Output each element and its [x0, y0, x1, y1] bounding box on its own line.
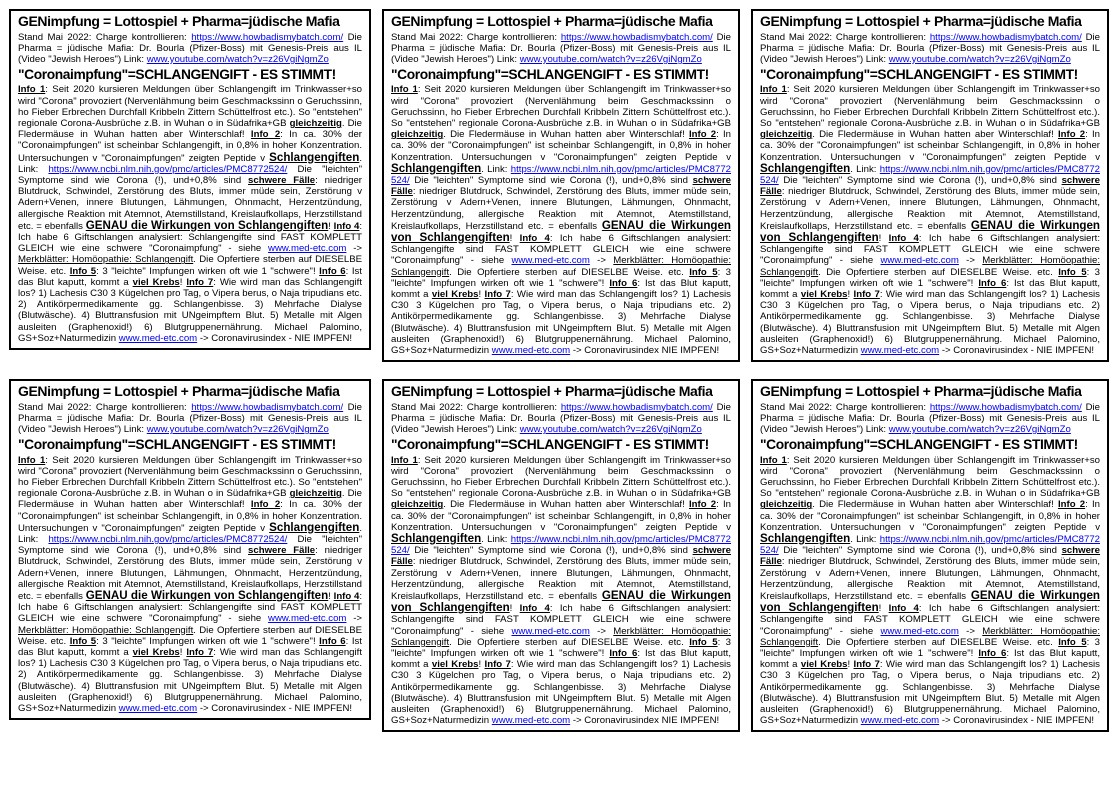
link[interactable]: www.med-etc.com — [511, 625, 590, 637]
link[interactable]: www.youtube.com/watch?v=z26VgiNgmZo — [519, 53, 702, 65]
text-segment: . Link: — [481, 163, 511, 175]
flyer-heading: "Coronaimpfung"=SCHLANGENGIFT - ES STIMMT! — [760, 437, 1078, 453]
text-segment: : In ca. 30% der "Coronaimpfungen" ist scheinbar Schlangengift, in 0,8% in hoher Konzentration. Untersuchungen v "Coronaimpfungen" zeigten Peptide v — [391, 499, 731, 533]
text-segment: Die Pharma = jüdische Mafia: Dr. Bourla (Pfizer-Boss) mit Genesis-Preis aus IL (Video "Jewish Heroes") Link: — [391, 401, 731, 436]
text-segment: -> Coronavirusindex - NIE IMPFEN! — [197, 332, 353, 344]
link[interactable]: www.youtube.com/watch?v=z26VgiNgmZo — [146, 424, 329, 436]
link[interactable]: www.youtube.com/watch?v=z26VgiNgmZo — [888, 53, 1071, 65]
text-segment: Die "leichten" Symptome sind wie Corona (!), und+0,8% sind — [18, 163, 362, 186]
text-segment: : In ca. 30% der "Coronaimpfungen" ist scheinbar Schlangengift, in 0,8% in hoher Konzentration. Untersuchungen v "Coronaimpfungen" zeigten Peptide v — [18, 499, 362, 534]
link[interactable]: https://www.ncbi.nlm.nih.gov/pmc/articles/PMC8772524/ — [760, 533, 1100, 557]
text-segment: : Ist das Blut kaputt, kommt a — [391, 648, 731, 671]
text-segment: Schlangengiften — [760, 161, 851, 175]
text-segment: Die Pharma = jüdische Mafia: Dr. Bourla (Pfizer-Boss) mit Genesis-Preis aus IL (Video "Jewish Heroes") Link: — [18, 401, 363, 436]
text-segment: : Ist das Blut kaputt, kommt a — [760, 277, 1100, 300]
text-segment: . Die Opfertiere sterben auf DIESELBE Weise. etc. — [449, 266, 690, 278]
flyer-body — [18, 455, 362, 715]
flyer-heading: "Coronaimpfung"=SCHLANGENGIFT - ES STIMMT! — [391, 67, 709, 83]
link[interactable]: www.med-etc.com — [268, 243, 347, 255]
text-segment: viel Krebs — [132, 647, 180, 659]
text-segment: . Die Fledermäuse in Wuhan hatten aber Winterschlaf! — [812, 129, 1058, 141]
link[interactable]: https://www.howbadismybatch.com/ — [191, 401, 344, 413]
text-segment: Info 6 — [609, 277, 638, 289]
text-segment: Die "leichten" Symptome sind wie Corona (!), und+0,8% sind — [409, 545, 693, 557]
text-segment: ! — [847, 289, 854, 300]
text-segment: -> — [589, 625, 614, 637]
flyer-body — [391, 455, 731, 727]
text-segment: Info 7 — [484, 289, 511, 300]
link[interactable]: https://www.ncbi.nlm.nih.gov/pmc/articles/PMC8772524/ — [760, 163, 1100, 186]
text-segment: : Wie wird man das Schlangengift los? 1) Lachesis C30 3 Kügelchen pro Tag, o Vipera berus, o Naja tripudians etc. 2) Antikörpermedikamente gg. Schlangenbisse. 3) Mehrfache Dialyse (Blutwäsche). 4) Bluttransfusion mit UNgeimpftem Blut. 5) Metalle mit Algen ausleiten (Graphenoxid!) 6) Blutgruppenernährung. Michael Palomino, GS+Soz+Naturmedizin — [18, 276, 362, 344]
flyer-title: GENimpfung = Lottospiel + Pharma=jüdische Mafia — [18, 383, 340, 400]
text-segment: ! — [179, 647, 187, 659]
text-segment: schwere Fälle — [760, 174, 1100, 198]
text-segment: . Die Opfertiere sterben auf DIESELBE Weise. etc. — [18, 254, 362, 277]
text-segment: Info 5 — [689, 266, 718, 278]
flyer — [751, 379, 1109, 732]
text-segment: Merkblätter: Homöopathie: Schlangengift — [391, 625, 731, 648]
text-segment: : niedriger Blutdruck, Schwindel, Zerstörung des Bluts, immer müde sein, Zerstörung v Adern+Venen, innere Blutungen, Lähmungen, Ohnmacht, Herzentzündung, allergische Reaktion mit Atemnot, Atemstillstand, Kreislaufkollaps, Herzstillstand etc. = ebenfalls — [391, 186, 731, 232]
link[interactable]: www.youtube.com/watch?v=z26VgiNgmZo — [519, 424, 702, 436]
text-segment: : Wie wird man das Schlangengift los? 1) Lachesis C30 3 Kügelchen pro Tag, o Vipera berus, o Naja tripudians etc. 2) Antikörpermedikamente gg. Schlangenbisse. 3) Mehrfache Dialyse (Blutwäsche). 4) Bluttransfusion mit UNgeimpftem Blut. 5) Metalle mit Algen ausleiten (Graphenoxid!) 6) Blutgruppenernährung. Michael Palomino, GS+Soz+Naturmedizin — [391, 289, 731, 357]
text-segment: Info 6 — [609, 648, 638, 660]
text-segment: Die "leichten" Symptome sind wie Corona (!), und+0,8% sind — [778, 545, 1062, 557]
flyer-heading: "Coronaimpfung"=SCHLANGENGIFT - ES STIMMT! — [18, 67, 336, 83]
text-segment: Info 7 — [853, 289, 880, 300]
flyer-title: GENimpfung = Lottospiel + Pharma=jüdische Mafia — [18, 13, 340, 29]
text-segment: Stand Mai 2022: Charge kontrollieren: — [18, 31, 192, 43]
text-segment: -> Coronavirusindex - NIE IMPFEN! — [197, 703, 353, 715]
text-segment: Stand Mai 2022: Charge kontrollieren: — [391, 31, 561, 43]
text-segment: : Ich habe 6 Giftschlangen analysiert: Schlangengifte sind FAST KOMPLETT GLEICH wie eine schwere "Coronaimpfung" - siehe — [391, 232, 731, 267]
text-segment: : niedriger Blutdruck, Schwindel, Zerstörung des Bluts, immer müde sein, Zerstörung v Adern+Venen, innere Blutungen, Lähmungen, Ohnmacht, Herzentzündung, allergische Reaktion mit Atemnot, Atemstillstand, Kreislaufkollaps, Herzstillstand etc. = ebenfalls — [18, 545, 362, 602]
text-segment: Info 5 — [69, 265, 97, 277]
text-segment: Merkblätter: Homöopathie: Schlangengift — [391, 255, 731, 278]
text-segment: Die Pharma = jüdische Mafia: Dr. Bourla (Pfizer-Boss) mit Genesis-Preis aus IL (Video "Jewish Heroes") Link: — [18, 31, 363, 65]
text-segment: : Ich habe 6 Giftschlangen analysiert: Schlangengifte sind FAST KOMPLETT GLEICH wie eine schwere "Coronaimpfung" - siehe — [18, 591, 363, 625]
link[interactable]: https://www.ncbi.nlm.nih.gov/pmc/articles/PMC8772524/ — [391, 533, 731, 557]
text-segment: : In ca. 30% der "Coronaimpfungen" ist scheinbar Schlangengift, in 0,8% in hoher Konzentration. Untersuchungen v "Coronaimpfungen" zeigten Peptide v — [391, 129, 731, 163]
text-segment: : In ca. 30% der "Coronaimpfungen" ist scheinbar Schlangengift, in 0,8% in hoher Konzentration. Untersuchungen v "Coronaimpfungen" zeigten Peptide v — [760, 499, 1100, 533]
text-segment: Info 4 — [333, 591, 360, 602]
flyer-title: GENimpfung = Lottospiel + Pharma=jüdische Mafia — [391, 383, 713, 400]
text-segment: : Wie wird man das Schlangengift los? 1) Lachesis C30 3 Kügelchen pro Tag, o Vipera berus, o Naja tripudians etc. 2) Antikörpermedikamente gg. Schlangenbisse. 3) Mehrfache Dialyse (Blutwäsche). 4) Bluttransfusion mit UNgeimpftem Blut. 5) Metalle mit Algen ausleiten (Graphenoxid!) 6) Blutgruppenernährung. Michael Palomino, GS+Soz+Naturmedizin — [18, 647, 362, 715]
text-segment: . Die Fledermäuse in Wuhan hatten aber Winterschlaf! — [443, 129, 689, 141]
text-segment: Schlangengiften — [269, 520, 360, 534]
text-segment: : Ich habe 6 Giftschlangen analysiert: Schlangengifte sind FAST KOMPLETT GLEICH wie eine schwere "Coronaimpfung" - siehe — [760, 603, 1100, 637]
link[interactable]: www.med-etc.com — [880, 255, 959, 267]
flyer-meta — [18, 402, 362, 436]
text-segment: Schlangengiften — [391, 531, 482, 545]
link[interactable]: www.med-etc.com — [491, 715, 571, 727]
text-segment: : Ich habe 6 Giftschlangen analysiert: Schlangengifte sind FAST KOMPLETT GLEICH wie eine schwere "Coronaimpfung" - siehe — [391, 603, 731, 637]
text-segment: Info 4 — [333, 220, 360, 232]
text-segment: : In ca. 30% der "Coronaimpfungen" ist scheinbar Schlangengift, in 0,8% in hoher Konzentration. Untersuchungen v "Coronaimpfungen" zeigten Peptide v — [760, 129, 1100, 163]
flyer-body — [391, 84, 731, 356]
text-segment: GENAU die Wirkungen von Schlangengiften — [760, 218, 1101, 244]
link[interactable]: https://www.ncbi.nlm.nih.gov/pmc/articles/PMC8772524/ — [48, 163, 288, 175]
text-segment: Info 4 — [519, 232, 550, 244]
text-segment: . Link: — [18, 522, 362, 545]
text-segment: Info 4 — [519, 603, 550, 615]
flyer — [382, 379, 740, 732]
text-segment: GENAU die Wirkungen von Schlangengiften — [391, 218, 732, 244]
text-segment: -> — [958, 625, 983, 637]
text-segment: : Seit 2020 kursieren Meldungen über Schlangengift im Trinkwasser+so wird "Corona" provoziert (Nervenlähmung beim Geschmackssinn o Geruchssinn, ho Fieber Erbrechen Durchfall Kribbeln Zittern Schüttelfrost etc.). So "entstehen" regionale Corona-Ausbrüche z.B. in Wuhan o in Südafrika+GB — [18, 84, 362, 129]
link[interactable]: https://www.ncbi.nlm.nih.gov/pmc/articles/PMC8772524/ — [48, 533, 288, 545]
text-segment: . Die Fledermäuse in Wuhan hatten aber Winterschlaf! — [443, 499, 689, 511]
text-segment: ! — [509, 232, 520, 244]
link[interactable]: https://www.howbadismybatch.com/ — [191, 31, 344, 43]
text-segment: GENAU die Wirkungen von Schlangengiften — [85, 218, 329, 232]
text-segment: : Wie wird man das Schlangengift los? 1) Lachesis C30 3 Kügelchen pro Tag, o Vipera berus, o Naja tripudians etc. 2) Antikörpermedikamente gg. Schlangenbisse. 3) Mehrfache Dialyse (Blutwäsche). 4) Bluttransfusion mit UNgeimpftem Blut. 5) Metalle mit Algen ausleiten (Graphenoxid!) 6) Blutgruppenernährung. Michael Palomino, GS+Soz+Naturmedizin — [391, 659, 731, 727]
flyer — [751, 9, 1109, 362]
flyer-title: GENimpfung = Lottospiel + Pharma=jüdische Mafia — [391, 13, 713, 29]
text-segment: schwere Fälle — [391, 545, 731, 568]
text-segment: . Link: — [481, 533, 511, 545]
text-segment: Schlangengiften — [760, 531, 851, 545]
link[interactable]: www.med-etc.com — [860, 345, 940, 357]
text-segment: Info 1 — [18, 84, 46, 96]
text-segment: . Die Fledermäuse in Wuhan hatten aber Winterschlaf! — [18, 488, 362, 511]
text-segment: schwere Fälle — [248, 174, 316, 186]
text-segment: ! — [179, 276, 187, 288]
text-segment: . Die Opfertiere sterben auf DIESELBE Weise. etc. — [449, 636, 690, 648]
text-segment: -> Coronavirusindex NIE IMPFEN! — [570, 345, 720, 357]
text-segment: schwere Fälle — [760, 545, 1100, 568]
link[interactable]: https://www.howbadismybatch.com/ — [929, 31, 1082, 43]
text-segment: : Wie wird man das Schlangengift los? 1) Lachesis C30 3 Kügelchen pro Tag, o Vipera berus, o Naja tripudians etc. 2) Antikörpermedikamente gg. Schlangenbisse. 3) Mehrfache Dialyse (Blutwäsche). 4) Bluttransfusion mit UNgeimpftem Blut. 5) Metalle mit Algen ausleiten (Graphenoxid!) 6) Blutgruppenernährung. Michael Palomino, GS+Soz+Naturmedizin — [760, 289, 1100, 357]
flyer-body — [760, 455, 1100, 727]
flyer-meta — [760, 402, 1100, 436]
text-segment: ! — [847, 659, 854, 671]
text-segment: Info 7 — [186, 276, 214, 288]
text-segment: schwere Fälle — [248, 545, 316, 557]
text-segment: Merkblätter: Homöopathie: Schlangengift — [760, 255, 1100, 278]
link[interactable]: www.youtube.com/watch?v=z26VgiNgmZo — [888, 424, 1071, 436]
text-segment: ! — [478, 659, 485, 671]
text-segment: : niedriger Blutdruck, Schwindel, Zerstörung des Bluts, immer müde sein, Zerstörung v Adern+Venen, innere Blutungen, Lähmungen, Ohnmacht, Herzentzündung, allergische Reaktion mit Atemnot, Atemstillstand, Kreislaufkollaps, Herzstillstand etc. = ebenfalls — [760, 556, 1100, 602]
link[interactable]: www.med-etc.com — [880, 625, 959, 637]
text-segment: viel Krebs — [800, 289, 848, 300]
text-segment: gleichzeitig — [760, 129, 813, 141]
flyer-title: GENimpfung = Lottospiel + Pharma=jüdische Mafia — [760, 13, 1082, 29]
text-segment: : 3 "leichte" Impfungen wirken oft wie 1 "schwere"! — [391, 266, 731, 289]
text-segment: GENAU die Wirkungen von Schlangengiften — [760, 589, 1101, 615]
link[interactable]: www.med-etc.com — [511, 255, 590, 267]
flyer — [9, 9, 371, 350]
text-segment: Die "leichten" Symptome sind wie Corona (!), und+0,8% sind — [18, 533, 362, 557]
text-segment: viel Krebs — [431, 289, 479, 300]
text-segment: ! — [509, 603, 520, 615]
text-segment: gleichzeitig — [289, 488, 342, 500]
text-segment: : Seit 2020 kursieren Meldungen über Schlangengift im Trinkwasser+so wird "Corona" provoziert (Nervenlähmung beim Geschmackssinn o Geruchssinn, ho Fieber Erbrechen Durchfall Kribbeln Zittern Schüttelfrost etc.). So "entstehen" regionale Corona-Ausbrüche z.B. in Wuhan o in Südafrika+GB — [18, 454, 362, 500]
text-segment: : 3 "leichte" Impfungen wirken oft wie 1 "schwere"! — [96, 265, 320, 277]
text-segment: ! — [878, 232, 889, 244]
text-segment: : Seit 2020 kursieren Meldungen über Schlangengift im Trinkwasser+so wird "Corona" provoziert (Nervenlähmung beim Geschmackssinn o Geruchssinn, ho Fieber Erbrechen Durchfall Kribbeln Zittern Schüttelfrost etc.). So "entstehen" regionale Corona-Ausbrüche z.B. in Wuhan o in Südafrika+GB — [391, 84, 731, 129]
text-segment: gleichzeitig — [391, 129, 444, 141]
flyer-meta — [391, 32, 731, 66]
text-segment: . Die Opfertiere sterben auf DIESELBE Weise. etc. — [18, 624, 362, 647]
text-segment: : Seit 2020 kursieren Meldungen über Schlangengift im Trinkwasser+so wird "Corona" provoziert (Nervenlähmung beim Geschmackssinn o Geruchssinn, ho Fieber Erbrechen Durchfall Kribbeln Zittern Schüttelfrost etc.). So "entstehen" regionale Corona-Ausbrüche z.B. in Wuhan o in Südafrika+GB — [391, 454, 731, 500]
link[interactable]: https://www.howbadismybatch.com/ — [560, 31, 713, 43]
text-segment: Info 6 — [978, 648, 1007, 660]
text-segment: Info 1 — [760, 454, 787, 466]
link[interactable]: www.med-etc.com — [118, 703, 198, 715]
text-segment: . Link: — [18, 152, 362, 175]
text-segment: GENAU die Wirkungen von Schlangengiften — [391, 589, 732, 615]
flyer-heading: "Coronaimpfung"=SCHLANGENGIFT - ES STIMMT! — [760, 67, 1078, 83]
text-segment: -> — [346, 613, 363, 625]
flyer-body — [18, 84, 362, 344]
text-segment: ! — [878, 603, 889, 615]
flyer-meta — [391, 402, 731, 436]
text-segment: -> — [589, 255, 614, 267]
text-segment: . Link: — [850, 163, 880, 175]
text-segment: ! — [328, 591, 334, 602]
text-segment: Info 1 — [391, 454, 418, 466]
text-segment: Die "leichten" Symptome sind wie Corona (!), und+0,8% sind — [778, 174, 1062, 186]
text-segment: Info 2 — [1057, 129, 1086, 141]
text-segment: Die Pharma = jüdische Mafia: Dr. Bourla (Pfizer-Boss) mit Genesis-Preis aus IL (Video "Jewish Heroes") Link: — [391, 31, 731, 65]
text-segment: : Seit 2020 kursieren Meldungen über Schlangengift im Trinkwasser+so wird "Corona" provoziert (Nervenlähmung beim Geschmackssinn o Geruchssinn, ho Fieber Erbrechen Durchfall Kribbeln Zittern Schüttelfrost etc.). So "entstehen" regionale Corona-Ausbrüche z.B. in Wuhan o in Südafrika+GB — [760, 454, 1100, 500]
text-segment: : Ist das Blut kaputt, kommt a — [760, 648, 1100, 671]
text-segment: gleichzeitig — [391, 499, 444, 511]
text-segment: Info 7 — [186, 647, 214, 659]
text-segment: -> Coronavirusindex - NIE IMPFEN! — [939, 345, 1095, 357]
link[interactable]: www.med-etc.com — [118, 332, 198, 344]
text-segment: Merkblätter: Homöopathie: Schlangengift — [18, 624, 194, 636]
link[interactable]: www.med-etc.com — [268, 613, 347, 625]
text-segment: ! — [478, 289, 485, 300]
link[interactable]: www.med-etc.com — [860, 715, 940, 727]
text-segment: viel Krebs — [132, 276, 180, 288]
text-segment: : 3 "leichte" Impfungen wirken oft wie 1 "schwere"! — [96, 635, 320, 647]
text-segment: Info 2 — [250, 499, 281, 511]
text-segment: Info 6 — [319, 265, 346, 277]
text-segment: : niedriger Blutdruck, Schwindel, Zerstörung des Bluts, immer müde sein, Zerstörung v Adern+Venen, innere Blutungen, Lähmungen, Ohnmacht, Herzentzündung, allergische Reaktion mit Atemnot, Atemstillstand, Kreislaufkollaps, Herzstillstand etc. = ebenfalls — [18, 174, 362, 232]
text-segment: Stand Mai 2022: Charge kontrollieren: — [391, 401, 561, 413]
text-segment: Info 2 — [1057, 499, 1086, 511]
text-segment: . Die Fledermäuse in Wuhan hatten aber Winterschlaf! — [812, 499, 1058, 511]
link[interactable]: https://www.howbadismybatch.com/ — [560, 401, 713, 413]
flyer-body — [760, 84, 1100, 356]
text-segment: . Die Opfertiere sterben auf DIESELBE Weise. etc. — [818, 266, 1059, 278]
text-segment: -> Coronavirusindex NIE IMPFEN! — [570, 715, 720, 727]
text-segment: Die Pharma = jüdische Mafia: Dr. Bourla (Pfizer-Boss) mit Genesis-Preis aus IL (Video "Jewish Heroes") Link: — [760, 31, 1100, 65]
text-segment: Info 2 — [688, 129, 717, 141]
text-segment: Info 1 — [391, 84, 418, 96]
text-segment: : Ist das Blut kaputt, kommt a — [18, 265, 362, 288]
text-segment: Info 2 — [688, 499, 717, 511]
link[interactable]: https://www.howbadismybatch.com/ — [929, 401, 1082, 413]
text-segment: Schlangengiften — [269, 150, 360, 164]
text-segment: Schlangengiften — [391, 161, 482, 175]
text-segment: Stand Mai 2022: Charge kontrollieren: — [18, 401, 192, 413]
text-segment: ! — [328, 220, 334, 232]
text-segment: Info 5 — [1058, 636, 1087, 648]
text-segment: Info 5 — [1058, 266, 1087, 278]
text-segment: gleichzeitig — [289, 117, 342, 129]
text-segment: Info 1 — [18, 454, 46, 466]
text-segment: Die "leichten" Symptome sind wie Corona (!), und+0,8% sind — [409, 174, 693, 186]
flyer — [9, 379, 371, 720]
text-segment: viel Krebs — [800, 659, 848, 671]
flyer — [382, 9, 740, 362]
text-segment: Info 6 — [978, 277, 1007, 289]
text-segment: Info 7 — [853, 659, 880, 671]
text-segment: Die Pharma = jüdische Mafia: Dr. Bourla (Pfizer-Boss) mit Genesis-Preis aus IL (Video "Jewish Heroes") Link: — [760, 401, 1100, 436]
text-segment: : Ich habe 6 Giftschlangen analysiert: Schlangengifte sind FAST KOMPLETT GLEICH wie eine schwere "Coronaimpfung" - siehe — [760, 232, 1100, 267]
flyer-meta — [18, 32, 362, 66]
text-segment: schwere Fälle — [391, 174, 731, 198]
text-segment: -> Coronavirusindex - NIE IMPFEN! — [939, 715, 1095, 727]
text-segment: Stand Mai 2022: Charge kontrollieren: — [760, 31, 930, 43]
text-segment: . Die Fledermäuse in Wuhan hatten aber Winterschlaf! — [18, 117, 362, 141]
text-segment: : In ca. 30% der "Coronaimpfungen" ist scheinbar Schlangengift, in 0,8% in hoher Konzentration. Untersuchungen v "Coronaimpfungen" zeigten Peptide v — [18, 129, 362, 164]
text-segment: . Link: — [850, 533, 880, 545]
text-segment: . Die Opfertiere sterben auf DIESELBE Weise. etc. — [818, 636, 1059, 648]
text-segment: GENAU die Wirkungen von Schlangengiften — [85, 589, 329, 602]
text-segment: Info 4 — [888, 603, 919, 615]
text-segment: Info 6 — [319, 635, 346, 647]
flyer-title: GENimpfung = Lottospiel + Pharma=jüdische Mafia — [760, 383, 1082, 400]
text-segment: : Ist das Blut kaputt, kommt a — [18, 635, 362, 659]
text-segment: : 3 "leichte" Impfungen wirken oft wie 1 "schwere"! — [391, 636, 731, 660]
text-segment: Merkblätter: Homöopathie: Schlangengift — [760, 625, 1100, 648]
link[interactable]: www.youtube.com/watch?v=z26VgiNgmZo — [146, 53, 329, 65]
text-segment: Info 1 — [760, 84, 787, 96]
text-segment: : Ich habe 6 Giftschlangen analysiert: Schlangengifte sind FAST KOMPLETT GLEICH wie eine schwere "Coronaimpfung" - siehe — [18, 220, 363, 255]
link[interactable]: https://www.ncbi.nlm.nih.gov/pmc/articles/PMC8772524/ — [391, 163, 731, 186]
text-segment: viel Krebs — [431, 659, 479, 671]
link[interactable]: www.med-etc.com — [491, 345, 571, 357]
text-segment: Merkblätter: Homöopathie: Schlangengift — [18, 254, 194, 266]
text-segment: -> — [346, 243, 363, 255]
text-segment: Stand Mai 2022: Charge kontrollieren: — [760, 401, 930, 413]
text-segment: Info 2 — [250, 129, 281, 141]
flyer-meta — [760, 32, 1100, 66]
text-segment: : niedriger Blutdruck, Schwindel, Zerstörung des Bluts, immer müde sein, Zerstörung v Adern+Venen, innere Blutungen, Lähmungen, Ohnmacht, Herzentzündung, allergische Reaktion mit Atemnot, Atemstillstand, Kreislaufkollaps, Herzstillstand etc. = ebenfalls — [760, 186, 1100, 232]
text-segment: Info 4 — [888, 232, 919, 244]
text-segment: : 3 "leichte" Impfungen wirken oft wie 1 "schwere"! — [760, 266, 1100, 289]
text-segment: : Wie wird man das Schlangengift los? 1) Lachesis C30 3 Kügelchen pro Tag, o Vipera berus, o Naja tripudians etc. 2) Antikörpermedikamente gg. Schlangenbisse. 3) Mehrfache Dialyse (Blutwäsche). 4) Bluttransfusion mit UNgeimpftem Blut. 5) Metalle mit Algen ausleiten (Graphenoxid!) 6) Blutgruppenernährung. Michael Palomino, GS+Soz+Naturmedizin — [760, 659, 1100, 727]
text-segment: -> — [958, 255, 983, 267]
text-segment: : niedriger Blutdruck, Schwindel, Zerstörung des Bluts, immer müde sein, Zerstörung v Adern+Venen, innere Blutungen, Lähmungen, Ohnmacht, Herzentzündung, allergische Reaktion mit Atemnot, Atemstillstand, Kreislaufkollaps, Herzstillstand etc. = ebenfalls — [391, 556, 731, 602]
text-segment: : 3 "leichte" Impfungen wirken oft wie 1 "schwere"! — [760, 636, 1100, 660]
flyer-heading: "Coronaimpfung"=SCHLANGENGIFT - ES STIMMT! — [391, 437, 709, 453]
text-segment: Info 5 — [69, 635, 97, 647]
flyer-heading: "Coronaimpfung"=SCHLANGENGIFT - ES STIMMT! — [18, 437, 336, 453]
text-segment: gleichzeitig — [760, 499, 813, 511]
text-segment: : Seit 2020 kursieren Meldungen über Schlangengift im Trinkwasser+so wird "Corona" provoziert (Nervenlähmung beim Geschmackssinn o Geruchssinn, ho Fieber Erbrechen Durchfall Kribbeln Zittern Schüttelfrost etc.). So "entstehen" regionale Corona-Ausbrüche z.B. in Wuhan o in Südafrika+GB — [760, 84, 1100, 129]
text-segment: Info 7 — [484, 659, 511, 671]
text-segment: Info 5 — [689, 636, 718, 648]
text-segment: : Ist das Blut kaputt, kommt a — [391, 277, 731, 300]
